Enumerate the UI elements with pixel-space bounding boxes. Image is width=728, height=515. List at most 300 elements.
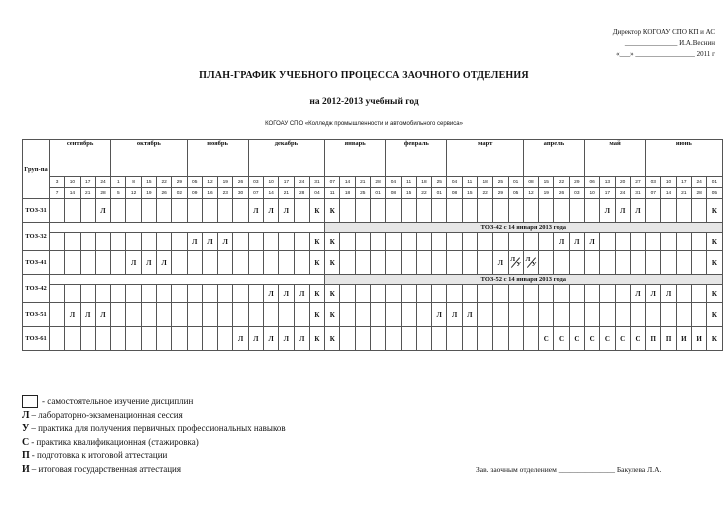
schedule-cell: С	[630, 327, 645, 351]
week-start: 22	[157, 177, 172, 188]
schedule-cell: Л	[493, 251, 508, 275]
schedule-cell: Л	[248, 327, 263, 351]
schedule-cell	[370, 303, 385, 327]
schedule-cell	[523, 199, 538, 223]
schedule-cell	[416, 327, 431, 351]
week-end: 28	[95, 188, 110, 199]
schedule-cell	[691, 233, 706, 251]
head-signature: Зав. заочным отделением _______________ Бакулева Л.А.	[476, 465, 662, 474]
week-end: 5	[111, 188, 126, 199]
schedule-cell	[539, 285, 554, 303]
schedule-cell	[157, 199, 172, 223]
schedule-cell	[691, 199, 706, 223]
schedule-cell: К	[707, 285, 722, 303]
schedule-cell	[615, 303, 630, 327]
schedule-cell	[386, 327, 401, 351]
schedule-cell	[508, 327, 523, 351]
schedule-cell	[80, 233, 95, 251]
schedule-cell	[630, 251, 645, 275]
week-end: 07	[248, 188, 263, 199]
schedule-cell	[432, 233, 447, 251]
week-start: 29	[172, 177, 187, 188]
schedule-cell	[477, 285, 492, 303]
schedule-cell	[187, 199, 202, 223]
legend-item: П - подготовка к итоговой аттестации	[22, 450, 168, 461]
week-end: 28	[691, 188, 706, 199]
week-start: 05	[187, 177, 202, 188]
schedule-cell	[218, 327, 233, 351]
schedule-cell	[340, 199, 355, 223]
schedule-cell	[50, 303, 65, 327]
schedule-cell	[80, 199, 95, 223]
schedule-cell	[218, 303, 233, 327]
approval-line-1: Директор КОГОАУ СПО КП и АС	[612, 28, 715, 36]
schedule-cell	[126, 327, 141, 351]
schedule-cell	[95, 285, 110, 303]
week-start: 24	[691, 177, 706, 188]
schedule-cell	[141, 285, 156, 303]
schedule-cell	[401, 233, 416, 251]
group-transfer-banner: ТОЗ-52 с 14 января 2013 года	[325, 275, 722, 285]
schedule-cell	[523, 327, 538, 351]
week-end: 15	[401, 188, 416, 199]
week-end: 21	[676, 188, 691, 199]
schedule-cell	[111, 327, 126, 351]
split-mark: Л У	[525, 255, 537, 268]
schedule-cell	[370, 285, 385, 303]
week-end: 12	[523, 188, 538, 199]
schedule-cell	[172, 285, 187, 303]
week-start: 28	[370, 177, 385, 188]
schedule-cell: Л	[432, 303, 447, 327]
week-end: 07	[646, 188, 661, 199]
week-start: 19	[218, 177, 233, 188]
schedule-cell	[141, 233, 156, 251]
week-end: 21	[80, 188, 95, 199]
schedule-cell	[157, 233, 172, 251]
week-start: 15	[141, 177, 156, 188]
schedule-cell	[294, 233, 309, 251]
schedule-cell	[126, 199, 141, 223]
schedule-cell: Л	[141, 251, 156, 275]
week-start: 24	[95, 177, 110, 188]
schedule-cell	[539, 251, 554, 275]
schedule-cell	[248, 233, 263, 251]
schedule-cell: Л	[294, 285, 309, 303]
schedule-cell: Л	[157, 251, 172, 275]
schedule-cell: И	[691, 327, 706, 351]
schedule-cell	[386, 251, 401, 275]
schedule-cell	[432, 199, 447, 223]
schedule-cell	[432, 251, 447, 275]
schedule-cell: Л	[646, 285, 661, 303]
schedule-cell	[126, 303, 141, 327]
schedule-cell: К	[325, 199, 340, 223]
schedule-cell	[370, 233, 385, 251]
schedule-cell	[691, 303, 706, 327]
schedule-cell	[554, 199, 569, 223]
schedule-cell	[370, 327, 385, 351]
schedule-cell	[600, 303, 615, 327]
week-start: 15	[539, 177, 554, 188]
week-start: 21	[355, 177, 370, 188]
week-start: 04	[447, 177, 462, 188]
schedule-cell: К	[325, 327, 340, 351]
week-end: 22	[416, 188, 431, 199]
grid-cell	[50, 223, 325, 233]
schedule-cell	[141, 199, 156, 223]
schedule-cell	[600, 285, 615, 303]
schedule-cell	[416, 303, 431, 327]
schedule-cell: С	[539, 327, 554, 351]
week-end: 24	[615, 188, 630, 199]
schedule-cell	[447, 233, 462, 251]
schedule-cell: Л	[294, 327, 309, 351]
schedule-cell: К	[707, 199, 722, 223]
schedule-cell: К	[325, 303, 340, 327]
schedule-cell: Л	[630, 199, 645, 223]
schedule-cell	[233, 251, 248, 275]
schedule-cell	[202, 251, 217, 275]
schedule-cell	[508, 199, 523, 223]
schedule-cell	[187, 327, 202, 351]
schedule-cell	[111, 303, 126, 327]
week-start: 13	[600, 177, 615, 188]
schedule-cell	[370, 251, 385, 275]
month-header: сентябрь	[50, 140, 111, 177]
schedule-cell	[691, 251, 706, 275]
schedule-cell: Л	[263, 199, 278, 223]
schedule-cell	[676, 251, 691, 275]
week-end: 28	[294, 188, 309, 199]
college-name: КОГОАУ СПО «Колледж промышленности и автомобильного сервиса»	[265, 121, 463, 127]
schedule-cell	[523, 285, 538, 303]
schedule-cell	[539, 199, 554, 223]
schedule-cell	[355, 251, 370, 275]
empty-cell-swatch	[22, 395, 38, 408]
schedule-cell	[493, 233, 508, 251]
schedule-cell: Л	[462, 303, 477, 327]
schedule-cell	[691, 285, 706, 303]
schedule-cell	[493, 303, 508, 327]
schedule-cell	[218, 199, 233, 223]
schedule-cell: К	[707, 303, 722, 327]
schedule-cell	[508, 251, 523, 275]
group-name: ТОЗ-61	[23, 327, 50, 351]
schedule-cell	[676, 199, 691, 223]
schedule-cell	[80, 251, 95, 275]
week-end: 09	[187, 188, 202, 199]
schedule-cell	[157, 327, 172, 351]
schedule-cell	[248, 285, 263, 303]
schedule-cell: Л	[218, 233, 233, 251]
schedule-table	[22, 139, 723, 351]
schedule-cell	[111, 199, 126, 223]
approval-line-3: «___» _________________ 2011 г	[616, 50, 715, 58]
schedule-cell	[477, 233, 492, 251]
week-start: 31	[309, 177, 324, 188]
schedule-cell	[340, 233, 355, 251]
week-end: 17	[600, 188, 615, 199]
week-end: 22	[477, 188, 492, 199]
schedule-cell	[157, 285, 172, 303]
schedule-cell: Л	[248, 199, 263, 223]
schedule-cell	[416, 199, 431, 223]
schedule-cell	[126, 285, 141, 303]
schedule-cell	[600, 233, 615, 251]
schedule-cell: Л	[95, 199, 110, 223]
week-end: 12	[126, 188, 141, 199]
schedule-cell: Л	[263, 327, 278, 351]
group-transfer-banner: ТОЗ-42 с 14 января 2013 года	[325, 223, 722, 233]
week-start: 04	[386, 177, 401, 188]
week-start: 18	[416, 177, 431, 188]
schedule-cell	[447, 251, 462, 275]
schedule-cell	[554, 251, 569, 275]
schedule-cell	[539, 303, 554, 327]
schedule-cell	[447, 327, 462, 351]
schedule-cell	[554, 285, 569, 303]
schedule-cell	[263, 233, 278, 251]
schedule-cell	[493, 327, 508, 351]
grid-cell	[50, 275, 325, 285]
schedule-cell: Л	[279, 199, 294, 223]
schedule-cell	[65, 285, 80, 303]
week-start: 1	[111, 177, 126, 188]
week-end: 01	[370, 188, 385, 199]
page-title: ПЛАН-ГРАФИК УЧЕБНОГО ПРОЦЕССА ЗАОЧНОГО ОТДЕЛЕНИЯ	[199, 70, 529, 81]
week-end: 08	[386, 188, 401, 199]
schedule-cell: К	[325, 251, 340, 275]
schedule-cell	[233, 199, 248, 223]
schedule-cell	[294, 199, 309, 223]
group-name: ТОЗ-32	[23, 223, 50, 251]
schedule-cell	[355, 327, 370, 351]
schedule-cell	[233, 233, 248, 251]
schedule-cell	[355, 285, 370, 303]
week-start: 11	[401, 177, 416, 188]
week-start: 01	[508, 177, 523, 188]
schedule-cell	[584, 303, 599, 327]
legend-item: - самостоятельное изучение дисциплин	[22, 395, 286, 409]
schedule-cell	[569, 285, 584, 303]
schedule-cell: Л	[65, 303, 80, 327]
schedule-cell	[340, 327, 355, 351]
schedule-cell	[508, 233, 523, 251]
schedule-cell: С	[584, 327, 599, 351]
schedule-cell	[355, 303, 370, 327]
schedule-cell: Л	[615, 199, 630, 223]
schedule-cell	[218, 251, 233, 275]
schedule-cell	[172, 233, 187, 251]
schedule-cell	[233, 303, 248, 327]
schedule-cell: К	[707, 251, 722, 275]
schedule-cell: Л	[126, 251, 141, 275]
week-start: 18	[477, 177, 492, 188]
schedule-cell	[294, 251, 309, 275]
schedule-cell	[340, 303, 355, 327]
schedule-cell	[615, 233, 630, 251]
schedule-cell: И	[676, 327, 691, 351]
schedule-cell: Л	[263, 285, 278, 303]
week-end: 11	[325, 188, 340, 199]
schedule-cell: Л	[233, 327, 248, 351]
schedule-cell	[263, 303, 278, 327]
week-end: 05	[508, 188, 523, 199]
week-end: 25	[355, 188, 370, 199]
schedule-cell: К	[325, 285, 340, 303]
schedule-cell	[202, 199, 217, 223]
group-column-header: Груп-па	[23, 140, 50, 199]
schedule-cell	[141, 303, 156, 327]
week-start: 12	[202, 177, 217, 188]
schedule-cell	[401, 285, 416, 303]
week-start: 24	[294, 177, 309, 188]
group-name: ТОЗ-41	[23, 251, 50, 275]
schedule-cell	[584, 199, 599, 223]
schedule-cell	[218, 285, 233, 303]
schedule-cell	[646, 233, 661, 251]
schedule-cell	[111, 285, 126, 303]
schedule-cell	[569, 199, 584, 223]
week-start: 3	[50, 177, 65, 188]
week-start: 17	[676, 177, 691, 188]
schedule-cell	[416, 285, 431, 303]
week-end: 18	[340, 188, 355, 199]
week-start: 14	[340, 177, 355, 188]
week-start: 10	[263, 177, 278, 188]
approval-block	[555, 27, 715, 60]
schedule-cell	[279, 251, 294, 275]
group-name: ТОЗ-31	[23, 199, 50, 223]
schedule-cell	[80, 327, 95, 351]
schedule-cell	[661, 233, 676, 251]
month-header: октябрь	[111, 140, 187, 177]
week-start: 11	[462, 177, 477, 188]
legend-item: И – итоговая государственная аттестация	[22, 463, 182, 475]
schedule-cell	[95, 251, 110, 275]
schedule-cell	[661, 303, 676, 327]
schedule-cell	[584, 285, 599, 303]
schedule-cell	[187, 303, 202, 327]
schedule-cell	[508, 285, 523, 303]
schedule-cell	[294, 303, 309, 327]
month-header: июнь	[646, 140, 722, 177]
week-end: 23	[218, 188, 233, 199]
schedule-cell	[65, 251, 80, 275]
schedule-cell	[111, 233, 126, 251]
legend-item: С - практика квалификационная (стажировка)	[22, 436, 199, 448]
schedule-cell	[111, 251, 126, 275]
schedule-cell	[584, 251, 599, 275]
week-start: 25	[493, 177, 508, 188]
schedule-cell	[386, 303, 401, 327]
schedule-cell	[172, 327, 187, 351]
week-start: 08	[523, 177, 538, 188]
schedule-cell	[386, 233, 401, 251]
schedule-cell	[646, 251, 661, 275]
week-start: 03	[248, 177, 263, 188]
week-end: 03	[569, 188, 584, 199]
week-end: 15	[462, 188, 477, 199]
schedule-cell	[477, 303, 492, 327]
schedule-cell: Л	[554, 233, 569, 251]
week-end: 01	[432, 188, 447, 199]
week-end: 26	[554, 188, 569, 199]
schedule-cell	[279, 303, 294, 327]
group-name: ТОЗ-51	[23, 303, 50, 327]
schedule-cell	[187, 251, 202, 275]
week-end: 14	[661, 188, 676, 199]
schedule-cell: К	[309, 199, 324, 223]
week-end: 31	[630, 188, 645, 199]
schedule-cell: С	[569, 327, 584, 351]
month-header: март	[447, 140, 523, 177]
schedule-cell	[554, 303, 569, 327]
schedule-cell	[233, 285, 248, 303]
schedule-cell	[493, 285, 508, 303]
schedule-cell	[462, 285, 477, 303]
week-end: 05	[707, 188, 722, 199]
week-start: 29	[569, 177, 584, 188]
schedule-cell	[646, 303, 661, 327]
schedule-cell	[248, 251, 263, 275]
week-end: 10	[584, 188, 599, 199]
schedule-cell	[447, 199, 462, 223]
schedule-cell	[630, 303, 645, 327]
schedule-cell	[202, 285, 217, 303]
schedule-cell	[65, 233, 80, 251]
week-start: 22	[554, 177, 569, 188]
schedule-cell: Л	[80, 303, 95, 327]
schedule-cell	[615, 251, 630, 275]
week-end: 08	[447, 188, 462, 199]
schedule-cell: К	[325, 233, 340, 251]
schedule-cell	[401, 327, 416, 351]
schedule-cell	[676, 233, 691, 251]
schedule-cell: Л	[187, 233, 202, 251]
schedule-cell	[279, 233, 294, 251]
week-start: 25	[432, 177, 447, 188]
schedule-cell	[202, 303, 217, 327]
month-header: май	[584, 140, 645, 177]
schedule-cell	[477, 327, 492, 351]
week-start: 03	[646, 177, 661, 188]
schedule-cell	[95, 233, 110, 251]
schedule-cell: К	[309, 233, 324, 251]
schedule-cell	[416, 233, 431, 251]
schedule-cell	[646, 199, 661, 223]
month-header: февраль	[386, 140, 447, 177]
schedule-cell: К	[707, 327, 722, 351]
schedule-cell	[523, 233, 538, 251]
schedule-cell	[370, 199, 385, 223]
schedule-cell	[386, 199, 401, 223]
week-end: 16	[202, 188, 217, 199]
schedule-cell	[172, 199, 187, 223]
week-start: 01	[707, 177, 722, 188]
schedule-cell: К	[309, 303, 324, 327]
week-end: 26	[157, 188, 172, 199]
schedule-cell: К	[309, 285, 324, 303]
split-mark: Л У	[510, 255, 522, 268]
schedule-cell	[569, 251, 584, 275]
schedule-cell	[355, 199, 370, 223]
schedule-cell: С	[554, 327, 569, 351]
schedule-cell	[432, 285, 447, 303]
schedule-cell	[539, 233, 554, 251]
schedule-cell	[523, 251, 538, 275]
